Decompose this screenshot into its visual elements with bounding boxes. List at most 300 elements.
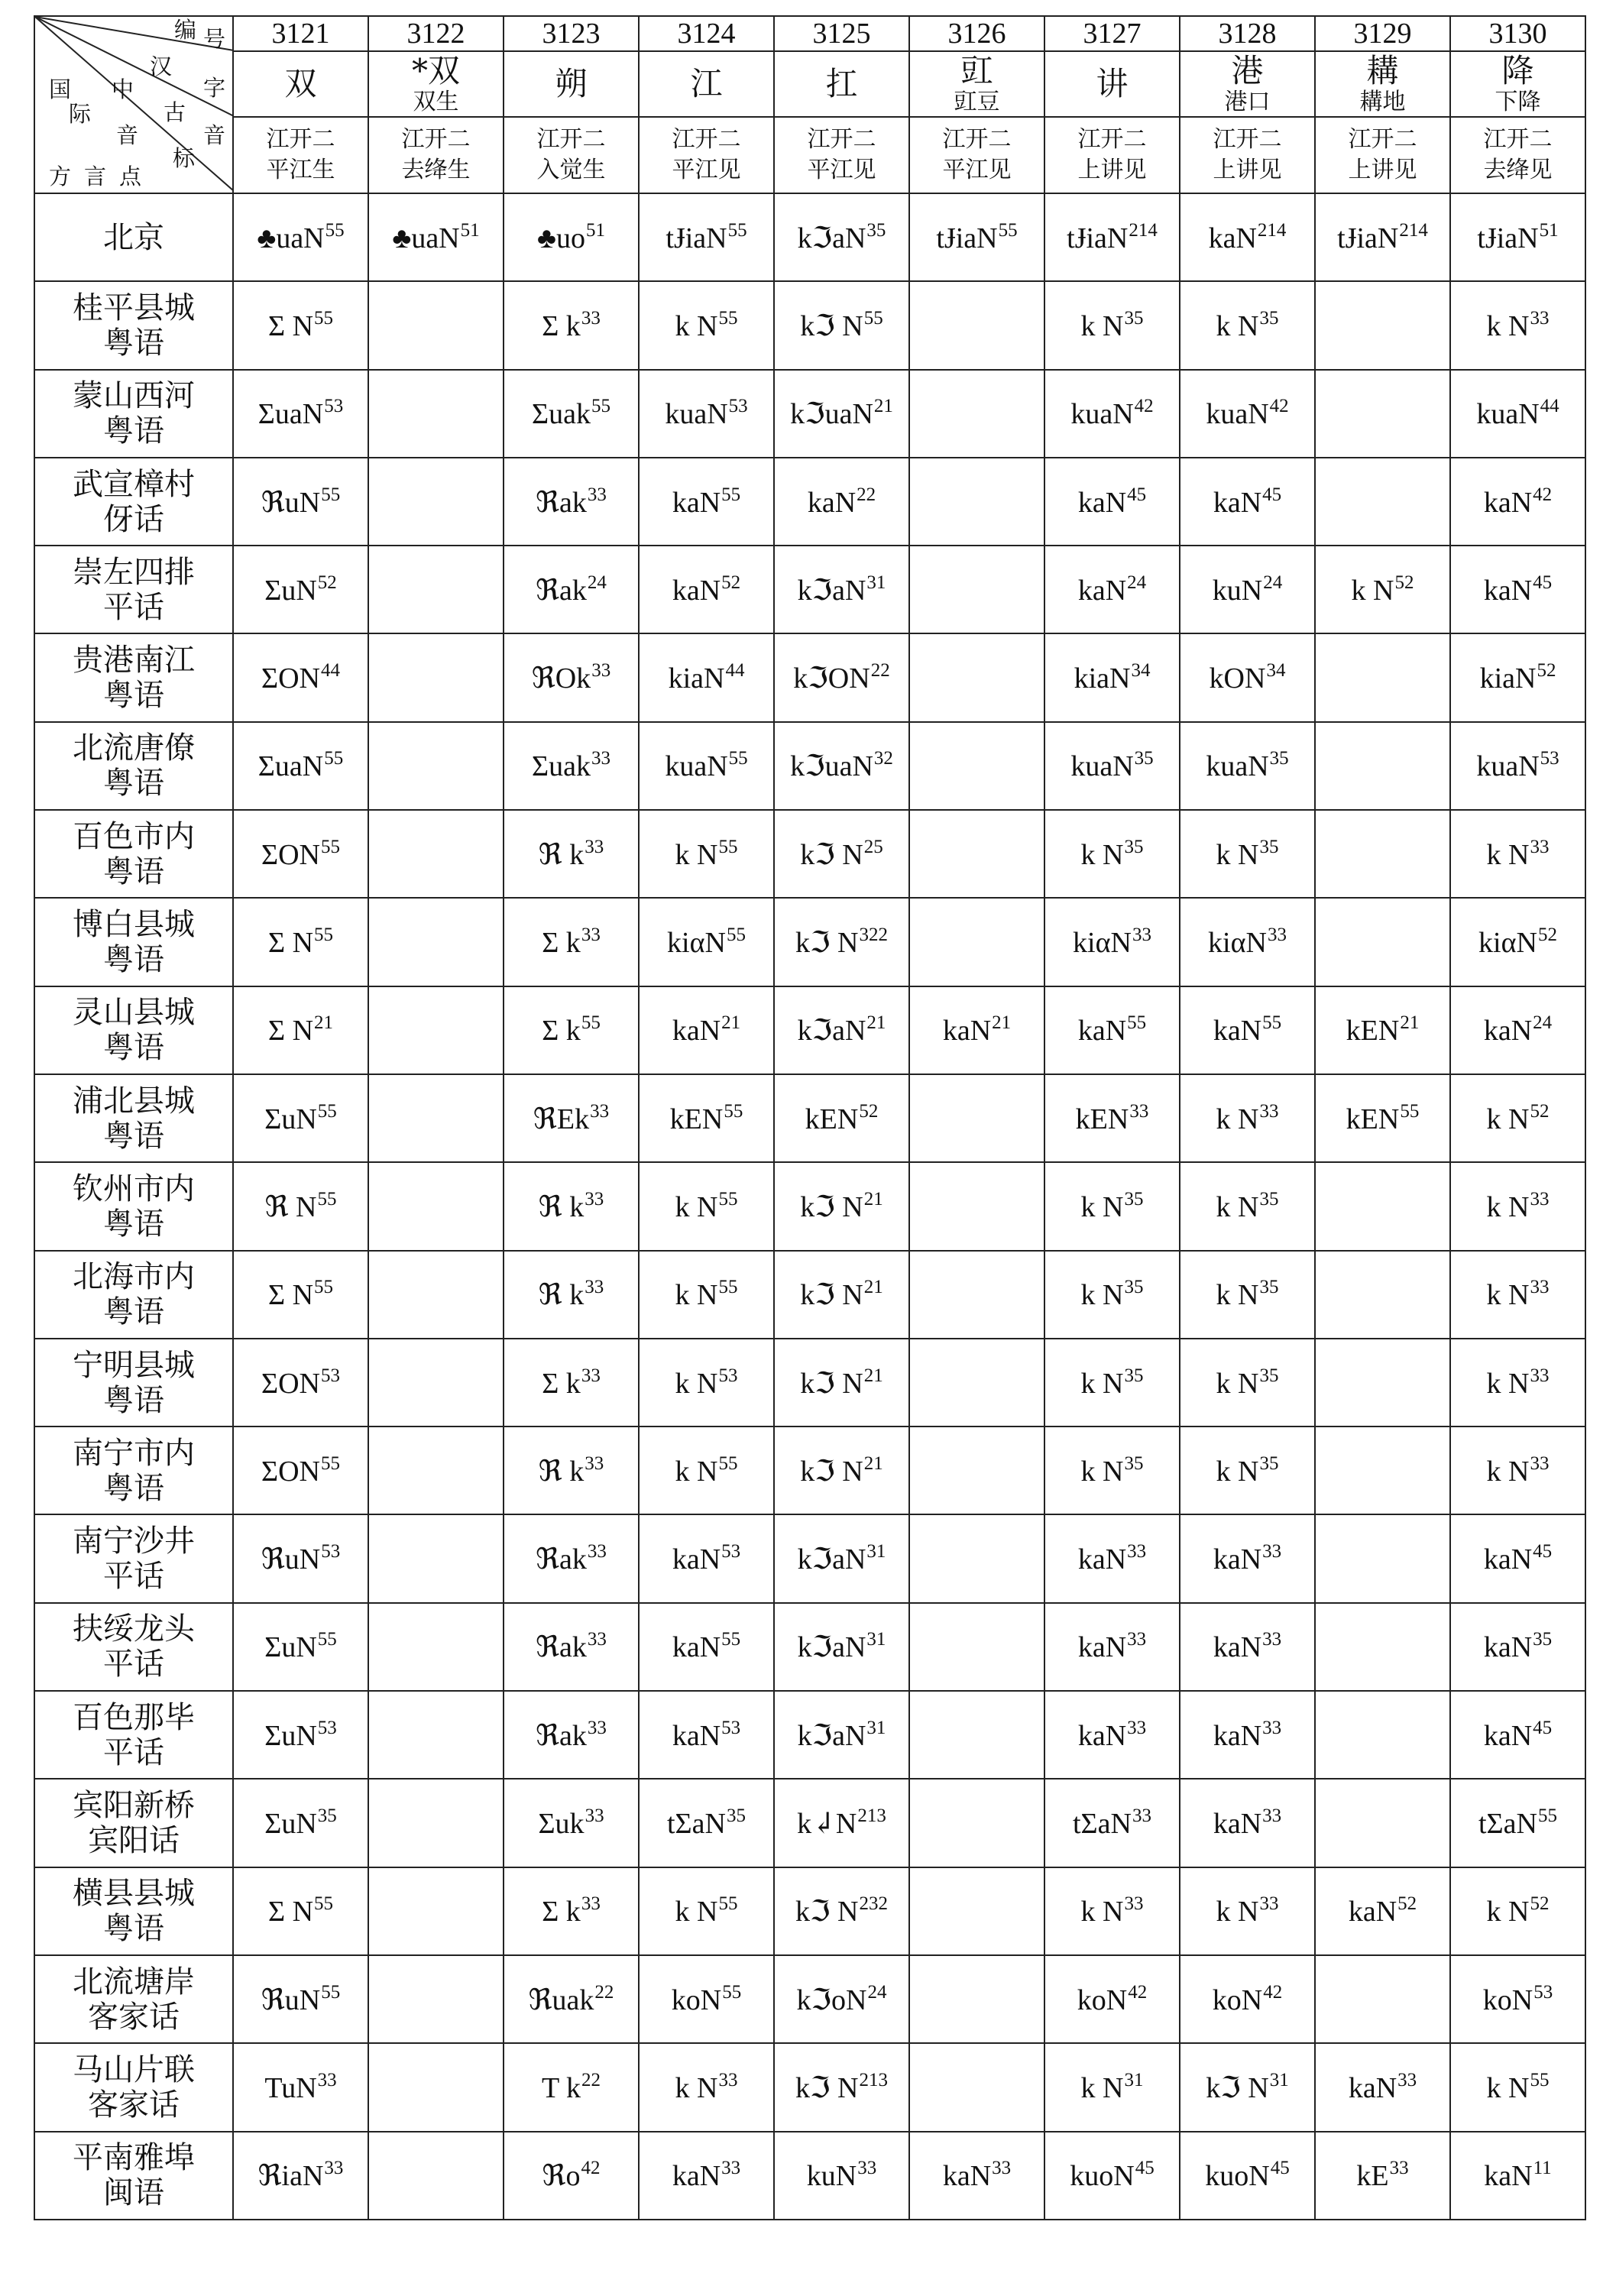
reading-cell [368, 1691, 504, 1779]
reading-cell [639, 1691, 774, 1779]
ipa-reading: ΣON [261, 1455, 320, 1488]
reading-cell [1315, 722, 1450, 810]
reading-cell [1450, 1426, 1585, 1514]
tone-value: 21 [863, 1277, 883, 1298]
reading-cell [1044, 1691, 1180, 1779]
tone-value: 35 [1259, 1452, 1279, 1474]
tone-value: 33 [585, 1188, 604, 1210]
reading-cell [1315, 1251, 1450, 1339]
ipa-reading: k N [675, 1896, 718, 1928]
tone-value: 33 [992, 2158, 1012, 2179]
reading-cell [909, 1074, 1044, 1162]
reading-cell [233, 1162, 368, 1250]
reading-cell [1315, 546, 1450, 633]
tone-value: 33 [587, 1541, 607, 1563]
chinese-character: 双 [284, 65, 317, 102]
character-row [34, 51, 1585, 117]
reading-cell [1044, 633, 1180, 721]
ipa-reading: ΣuN [264, 1719, 317, 1752]
column-number: 3128 [1180, 16, 1315, 51]
ipa-reading: k N [1216, 838, 1259, 871]
tone-value: 33 [591, 660, 611, 682]
ipa-reading: kℑ N [800, 309, 863, 342]
ipa-reading: kaN [1077, 1719, 1127, 1752]
dialect-row [34, 2132, 1585, 2220]
reading-cell [1450, 1251, 1585, 1339]
tone-value: 232 [859, 1893, 888, 1915]
tone-value: 21 [1400, 1012, 1420, 1034]
reading-cell [909, 281, 1044, 369]
tone-value: 33 [581, 925, 601, 946]
dialect-variety: 粤语 [103, 1911, 164, 1947]
ipa-reading: kℑaN [797, 574, 866, 607]
corner-label: 方 [49, 164, 72, 189]
ipa-reading: kiaN [668, 662, 725, 695]
reading-cell [1450, 1691, 1585, 1779]
dialect-place: 扶绥龙头 [73, 1611, 195, 1647]
reading-cell [909, 546, 1044, 633]
reading-cell [1315, 810, 1450, 898]
ipa-reading: k N [675, 309, 718, 342]
tone-value: 22 [870, 660, 890, 682]
reading-cell [1044, 1251, 1180, 1339]
ipa-reading: kℑ N [1206, 2071, 1269, 2104]
character-cell [368, 51, 504, 117]
tone-value: 31 [866, 1717, 886, 1738]
reading-cell [639, 281, 774, 369]
ipa-reading: ℜuN [261, 486, 321, 519]
character-gloss: 下降 [1495, 89, 1541, 115]
dialect-variety: 粤语 [103, 1206, 164, 1242]
ipa-reading: ℜak [536, 1719, 587, 1752]
column-number: 3124 [639, 16, 774, 51]
reading-cell [1044, 2043, 1180, 2131]
reading-cell [1044, 370, 1180, 458]
ipa-reading: kaN [1077, 486, 1127, 519]
reading-cell [368, 370, 504, 458]
ipa-reading: ℜo [542, 2160, 581, 2193]
ipa-reading: kEN [1075, 1103, 1129, 1135]
reading-cell [233, 193, 368, 281]
reading-cell [909, 1691, 1044, 1779]
dialect-row [34, 546, 1585, 633]
tone-value: 33 [1262, 1805, 1282, 1826]
dialect-row [34, 1339, 1585, 1426]
reading-cell [504, 193, 639, 281]
dialect-variety: 客家话 [88, 2087, 180, 2123]
reading-cell [639, 1603, 774, 1691]
corner-label: 号 [203, 26, 226, 52]
ipa-reading: kaN [1213, 1807, 1262, 1840]
dialect-point-cell [34, 722, 233, 810]
ipa-reading: k N [675, 1190, 718, 1223]
dialect-row [34, 281, 1585, 369]
chinese-character: 讲 [1096, 65, 1129, 102]
ipa-reading: k N [1080, 1367, 1124, 1400]
tone-value: 52 [317, 572, 337, 593]
tone-value: 55 [726, 925, 746, 946]
ipa-reading: kℑaN [797, 222, 866, 254]
ipa-reading: ℜ k [538, 838, 585, 871]
reading-cell [774, 370, 909, 458]
character-cell [233, 51, 368, 117]
reading-cell [639, 1074, 774, 1162]
ipa-reading: kEN [805, 1103, 859, 1135]
ipa-reading: k N [1216, 1279, 1259, 1312]
ipa-reading: kiaN [1074, 662, 1131, 695]
tone-value: 21 [863, 1452, 883, 1474]
tone-value: 45 [1127, 484, 1147, 505]
reading-cell [774, 1339, 909, 1426]
tone-value: 24 [1533, 1012, 1553, 1034]
ipa-reading: Σuak [532, 398, 591, 431]
mc-initial: 平江生 [266, 157, 335, 183]
ipa-reading: tΣaN [1073, 1807, 1132, 1840]
tone-value: 33 [585, 836, 604, 857]
tone-value: 33 [1530, 836, 1550, 857]
ipa-reading: k N [675, 838, 718, 871]
character-cell [1450, 51, 1585, 117]
reading-cell [1315, 1074, 1450, 1162]
dialect-place: 平南雅埠 [73, 2140, 195, 2176]
column-number: 3122 [368, 16, 504, 51]
reading-cell [909, 370, 1044, 458]
mc-initial: 平江见 [672, 157, 741, 183]
dialect-row [34, 1074, 1585, 1162]
reading-cell [233, 1074, 368, 1162]
tone-value: 55 [325, 219, 345, 241]
reading-cell [504, 1339, 639, 1426]
reading-cell [1180, 986, 1315, 1074]
reading-cell [504, 633, 639, 721]
ipa-reading: kuoN [1205, 2160, 1270, 2193]
tone-value: 31 [866, 572, 886, 593]
reading-cell [774, 1867, 909, 1955]
dialect-place: 横县县城 [73, 1876, 195, 1912]
ipa-reading: kℑ N [795, 927, 859, 960]
reading-cell [1450, 1779, 1585, 1867]
dialect-place: 马山片联 [73, 2052, 195, 2087]
tone-value: 33 [587, 1717, 607, 1738]
reading-cell [504, 898, 639, 986]
tone-value: 214 [1399, 219, 1428, 241]
dialect-point-cell [34, 810, 233, 898]
mc-initial: 平江见 [807, 157, 876, 183]
tone-value: 213 [857, 1805, 886, 1826]
reading-cell [909, 458, 1044, 546]
tone-value: 33 [1397, 2069, 1417, 2090]
ipa-reading: kiaN [1479, 662, 1537, 695]
reading-cell [233, 1251, 368, 1339]
tone-value: 35 [1124, 1452, 1144, 1474]
middle-chinese-cell [1450, 117, 1585, 193]
character-gloss: 耩地 [1359, 89, 1406, 115]
corner-label: 标 [173, 145, 196, 171]
reading-cell [909, 1955, 1044, 2043]
reading-cell [368, 193, 504, 281]
tone-value: 35 [1124, 836, 1144, 857]
reading-cell [504, 2132, 639, 2220]
tone-value: 42 [581, 2158, 601, 2179]
ipa-reading: kℑ N [800, 1455, 863, 1488]
ipa-reading: kℑ N [800, 838, 863, 871]
dialect-place: 宁明县城 [73, 1347, 195, 1383]
ipa-reading: kaN [1077, 1631, 1127, 1664]
tone-value: 51 [460, 219, 480, 241]
reading-cell [1450, 193, 1585, 281]
tone-value: 55 [718, 1893, 738, 1915]
corner-label: 国 [49, 76, 72, 102]
tone-value: 53 [728, 396, 748, 417]
dialect-row [34, 1867, 1585, 1955]
mc-rhyme: 江开二 [1348, 126, 1417, 153]
reading-cell [639, 370, 774, 458]
dialect-variety: 伢话 [103, 501, 164, 537]
tone-value: 33 [1124, 1893, 1144, 1915]
dialect-place: 武宣樟村 [73, 466, 195, 502]
mc-rhyme: 江开二 [1483, 126, 1553, 153]
reading-cell [504, 810, 639, 898]
reading-cell [1315, 1779, 1450, 1867]
reading-cell [1180, 370, 1315, 458]
reading-cell [1450, 1603, 1585, 1691]
reading-cell [1044, 458, 1180, 546]
ipa-reading: kℑ N [800, 1190, 863, 1223]
tone-value: 44 [1540, 396, 1559, 417]
tone-value: 33 [1129, 1100, 1149, 1122]
reading-cell [1180, 1251, 1315, 1339]
reading-cell [1450, 370, 1585, 458]
chinese-character: *双 [411, 52, 460, 89]
corner-label: 编 [174, 17, 197, 43]
tone-value: 53 [718, 1365, 738, 1386]
tone-value: 22 [594, 1981, 614, 2003]
reading-cell [504, 1691, 639, 1779]
tone-value: 35 [866, 219, 886, 241]
mc-initial: 平江见 [942, 157, 1012, 183]
tone-value: 55 [1537, 1805, 1557, 1826]
reading-cell [1180, 1779, 1315, 1867]
dialect-variety: 粤语 [103, 678, 164, 714]
reading-cell [1180, 2132, 1315, 2220]
reading-cell [639, 193, 774, 281]
reading-cell [233, 1426, 368, 1514]
corner-header [34, 16, 233, 193]
corner-label: 字 [203, 75, 226, 101]
ipa-reading: tΣaN [667, 1807, 726, 1840]
tone-value: 33 [1530, 1365, 1550, 1386]
tone-value: 55 [317, 1629, 337, 1650]
dialect-point-cell [34, 1779, 233, 1867]
ipa-reading: kaN [1077, 1543, 1127, 1576]
ipa-reading: kaN [1483, 486, 1533, 519]
tone-value: 33 [1132, 925, 1151, 946]
ipa-reading: Σ k [542, 1367, 581, 1400]
reading-cell [504, 1867, 639, 1955]
dialect-table [34, 15, 1586, 2220]
ipa-reading: kaN [1348, 1896, 1397, 1928]
reading-cell [1315, 633, 1450, 721]
ipa-reading: kON [1209, 662, 1266, 695]
ipa-reading: ΣON [261, 662, 320, 695]
reading-cell [1315, 1867, 1450, 1955]
ipa-reading: ℜ k [538, 1190, 585, 1223]
mc-rhyme: 江开二 [1213, 126, 1282, 153]
reading-cell [774, 1603, 909, 1691]
reading-cell [233, 1339, 368, 1426]
reading-cell [368, 633, 504, 721]
chinese-character: 江 [690, 65, 723, 102]
ipa-reading: ℜak [536, 574, 587, 607]
tone-value: 21 [992, 1012, 1012, 1034]
tone-value: 35 [1259, 1365, 1279, 1386]
reading-cell [1450, 2043, 1585, 2131]
dialect-variety: 平话 [103, 1734, 164, 1770]
tone-value: 33 [587, 484, 607, 505]
reading-cell [504, 281, 639, 369]
column-number: 3130 [1450, 16, 1585, 51]
dialect-row [34, 1955, 1585, 2043]
chinese-character: 豇 [960, 52, 993, 89]
ipa-reading: k N [1080, 309, 1124, 342]
reading-cell [1450, 633, 1585, 721]
reading-cell [639, 458, 774, 546]
reading-cell [1315, 986, 1450, 1074]
tone-value: 24 [867, 1981, 887, 2003]
corner-label: 际 [69, 101, 92, 127]
character-cell [504, 51, 639, 117]
reading-cell [1044, 1339, 1180, 1426]
reading-cell [909, 1603, 1044, 1691]
tone-value: 33 [1127, 1541, 1147, 1563]
tone-value: 45 [1533, 1541, 1553, 1563]
reading-cell [504, 1251, 639, 1339]
reading-cell [1450, 810, 1585, 898]
tone-value: 55 [321, 484, 341, 505]
reading-cell [1180, 722, 1315, 810]
tone-value: 33 [1127, 1629, 1147, 1650]
ipa-reading: ℜ k [538, 1279, 585, 1312]
tone-value: 35 [726, 1805, 746, 1826]
tone-value: 24 [1127, 572, 1147, 593]
reading-cell [1315, 193, 1450, 281]
column-number: 3126 [909, 16, 1044, 51]
reading-cell [504, 1162, 639, 1250]
tone-value: 31 [1124, 2069, 1144, 2090]
ipa-reading: ℜ k [538, 1455, 585, 1488]
dialect-variety: 平话 [103, 589, 164, 625]
tone-value: 33 [1267, 925, 1287, 946]
reading-cell [909, 1514, 1044, 1602]
reading-cell [774, 633, 909, 721]
tone-value: 21 [314, 1012, 334, 1034]
ipa-reading: kuaN [1070, 398, 1134, 431]
chinese-character: 港 [1231, 52, 1264, 89]
tone-value: 55 [1530, 2069, 1550, 2090]
tone-value: 35 [1533, 1629, 1553, 1650]
tone-value: 55 [718, 836, 738, 857]
reading-cell [233, 281, 368, 369]
tone-value: 33 [1259, 1893, 1279, 1915]
tone-value: 42 [1134, 396, 1154, 417]
ipa-reading: kℑaN [797, 1631, 866, 1664]
tone-value: 55 [324, 748, 344, 769]
ipa-reading: tɈiaN [1477, 222, 1539, 254]
dialect-point-cell [34, 370, 233, 458]
tone-value: 25 [863, 836, 883, 857]
tone-value: 55 [317, 1188, 337, 1210]
middle-chinese-cell [639, 117, 774, 193]
ipa-reading: Σuak [532, 750, 591, 783]
ipa-reading: ΣuaN [257, 398, 324, 431]
dialect-row [34, 1603, 1585, 1691]
tone-value: 51 [1539, 219, 1559, 241]
tone-value: 35 [1259, 307, 1279, 329]
ipa-reading: k N [1486, 2071, 1530, 2104]
dialect-variety: 粤语 [103, 1030, 164, 1066]
reading-cell [774, 2043, 909, 2131]
ipa-reading: ΣuN [264, 1807, 317, 1840]
ipa-reading: kiαN [1208, 927, 1267, 960]
ipa-reading: ΣuN [264, 1103, 317, 1135]
ipa-reading: koN [671, 1983, 722, 2016]
tone-value: 45 [1533, 572, 1553, 593]
ipa-reading: kaN [672, 2160, 721, 2193]
ipa-reading: Σ k [542, 1015, 581, 1048]
dialect-point-cell [34, 1514, 233, 1602]
reading-cell [1044, 2132, 1180, 2220]
tone-value: 213 [859, 2069, 888, 2090]
dialect-row [34, 898, 1585, 986]
reading-cell [909, 1426, 1044, 1514]
dialect-place: 浦北县城 [73, 1083, 195, 1119]
tone-value: 42 [1128, 1981, 1148, 2003]
ipa-reading: k N [1216, 309, 1259, 342]
tone-value: 52 [1394, 572, 1414, 593]
tone-value: 55 [718, 1188, 738, 1210]
reading-cell [1180, 1691, 1315, 1779]
reading-cell [1044, 810, 1180, 898]
middle-chinese-cell [1315, 117, 1450, 193]
tone-value: 33 [591, 748, 610, 769]
dialect-place: 南宁市内 [73, 1435, 195, 1471]
tone-value: 52 [1537, 925, 1557, 946]
reading-cell [1180, 2043, 1315, 2131]
reading-cell [1450, 1074, 1585, 1162]
ipa-reading: kaN [1208, 222, 1257, 254]
ipa-reading: kuaN [1476, 750, 1540, 783]
ipa-reading: ♣uo [537, 222, 585, 254]
ipa-reading: tɈiaN [1337, 222, 1399, 254]
ipa-reading: kuN [1212, 574, 1263, 607]
reading-cell [233, 986, 368, 1074]
ipa-reading: kaN [1213, 486, 1262, 519]
reading-cell [368, 1514, 504, 1602]
ipa-reading: kℑoN [796, 1983, 867, 2016]
character-cell [774, 51, 909, 117]
ipa-reading: ℜak [536, 1543, 587, 1576]
ipa-reading: k N [1486, 309, 1530, 342]
reading-cell [368, 1426, 504, 1514]
ipa-reading: ℜuak [528, 1983, 594, 2016]
reading-cell [233, 1955, 368, 2043]
reading-cell [1180, 1514, 1315, 1602]
reading-cell [1315, 1339, 1450, 1426]
reading-cell [368, 810, 504, 898]
tone-value: 35 [1124, 307, 1144, 329]
chinese-character: 降 [1501, 52, 1534, 89]
ipa-reading: ΣuN [264, 574, 317, 607]
